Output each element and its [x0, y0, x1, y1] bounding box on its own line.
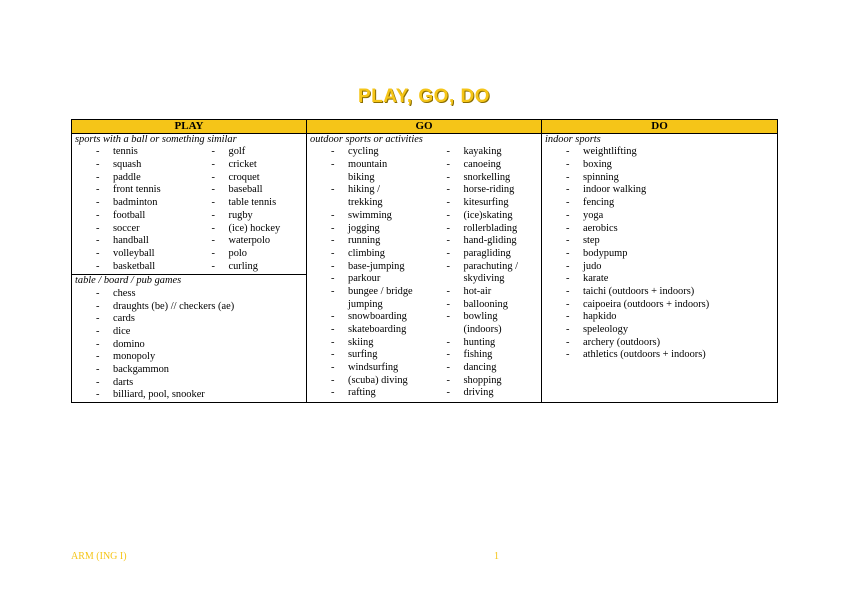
list-item: - table tennis — [191, 197, 307, 210]
list-item: skydiving — [463, 273, 505, 285]
list-item: - kayaking — [426, 146, 542, 159]
list-item: - badminton — [75, 197, 191, 210]
list-item: - jogging — [310, 223, 426, 236]
play-ball-section — [72, 134, 306, 274]
header-row — [72, 120, 778, 134]
list-item: - boxing — [545, 159, 777, 172]
list-item: - billiard, pool, snooker — [75, 389, 306, 402]
page-number: 1 — [494, 551, 499, 562]
list-item: - judo — [545, 261, 777, 274]
list-item: - shopping — [426, 375, 542, 388]
list-item: - hunting — [426, 337, 542, 350]
list-item: - football — [75, 210, 191, 223]
list-item: - basketball — [75, 261, 191, 274]
content-row — [72, 133, 778, 402]
list-item: - indoor walking — [545, 184, 777, 197]
list-item: - fencing — [545, 197, 777, 210]
list-item: - chess — [75, 288, 306, 301]
go-label: outdoor sports or activities — [310, 133, 423, 145]
list-item: - dice — [75, 326, 306, 339]
list-item: - rugby — [191, 210, 307, 223]
list-item: - hapkido — [545, 311, 777, 324]
do-list — [545, 146, 777, 362]
page-title: PLAY, GO, DO — [358, 86, 490, 107]
list-item: - hot-air — [426, 286, 542, 299]
list-item: - bowling — [426, 311, 542, 324]
play-ball-list-1 — [75, 146, 191, 273]
list-item: - spinning — [545, 172, 777, 185]
list-item: - backgammon — [75, 364, 306, 377]
list-item: - cards — [75, 313, 306, 326]
list-item: - dancing — [426, 362, 542, 375]
list-item: - (ice) hockey — [191, 223, 307, 236]
header-do: DO — [542, 120, 778, 134]
list-item: - draughts (be) // checkers (ae) — [75, 301, 306, 314]
list-item: - snorkelling — [426, 172, 542, 185]
list-item: - driving — [426, 387, 542, 400]
list-item: - karate — [545, 273, 777, 286]
list-item: - bodypump — [545, 248, 777, 261]
list-item: trekking — [348, 197, 383, 209]
list-item: - parkour — [310, 273, 426, 286]
list-item: - aerobics — [545, 223, 777, 236]
play-ball-list-2 — [191, 146, 307, 273]
list-item: - base-jumping — [310, 261, 426, 274]
play-cell — [72, 133, 307, 402]
list-item: - waterpolo — [191, 235, 307, 248]
play-games-label: table / board / pub games — [75, 275, 182, 287]
list-item: - taichi (outdoors + indoors) — [545, 286, 777, 299]
header-go: GO — [307, 120, 542, 134]
list-item: - parachuting / — [426, 261, 542, 274]
play-ball-label: sports with a ball or something similar — [75, 133, 237, 145]
list-item: - darts — [75, 377, 306, 390]
play-games-section — [72, 274, 306, 402]
list-item: - windsurfing — [310, 362, 426, 375]
go-list-2 — [426, 146, 542, 400]
list-item: - speleology — [545, 324, 777, 337]
list-item: - monopoly — [75, 351, 306, 364]
list-item: - athletics (outdoors + indoors) — [545, 349, 777, 362]
list-item: - caipoeira (outdoors + indoors) — [545, 299, 777, 312]
list-item: biking — [348, 171, 375, 183]
go-cell — [307, 133, 542, 402]
list-item: (indoors) — [463, 324, 502, 336]
list-item: - skateboarding — [310, 324, 426, 337]
list-item: - archery (outdoors) — [545, 337, 777, 350]
list-item: - curling — [191, 261, 307, 274]
header-play: PLAY — [72, 120, 307, 134]
sports-table — [71, 119, 778, 403]
list-item: - polo — [191, 248, 307, 261]
list-item: jumping — [348, 298, 383, 310]
list-item: - ballooning — [426, 299, 542, 312]
play-ball-columns — [75, 146, 306, 273]
list-item: - climbing — [310, 248, 426, 261]
list-item: - kitesurfing — [426, 197, 542, 210]
list-item: - front tennis — [75, 184, 191, 197]
list-item: - croquet — [191, 172, 307, 185]
list-item: - swimming — [310, 210, 426, 223]
list-item: - hand-gliding — [426, 235, 542, 248]
list-item: - paragliding — [426, 248, 542, 261]
list-item: - yoga — [545, 210, 777, 223]
list-item: - (ice)skating — [426, 210, 542, 223]
list-item: - rafting — [310, 387, 426, 400]
list-item: - volleyball — [75, 248, 191, 261]
do-label: indoor sports — [545, 133, 601, 145]
list-item: - rollerblading — [426, 223, 542, 236]
list-item: - step — [545, 235, 777, 248]
list-item: - cycling — [310, 146, 426, 159]
list-item: - hiking / — [310, 184, 426, 197]
list-item: - surfing — [310, 349, 426, 362]
list-item: - snowboarding — [310, 311, 426, 324]
do-cell — [542, 133, 778, 402]
list-item: - horse-riding — [426, 184, 542, 197]
list-item: - squash — [75, 159, 191, 172]
list-item: - golf — [191, 146, 307, 159]
list-item: - running — [310, 235, 426, 248]
footer-left: ARM (ING I) — [71, 551, 127, 562]
list-item: - canoeing — [426, 159, 542, 172]
list-item: - fishing — [426, 349, 542, 362]
list-item: - handball — [75, 235, 191, 248]
list-item: - paddle — [75, 172, 191, 185]
play-games-list — [75, 288, 306, 402]
list-item: - soccer — [75, 223, 191, 236]
list-item: - (scuba) diving — [310, 375, 426, 388]
go-list-1 — [310, 146, 426, 400]
list-item: - weightlifting — [545, 146, 777, 159]
list-item: - baseball — [191, 184, 307, 197]
list-item: - bungee / bridge — [310, 286, 426, 299]
go-columns — [310, 146, 541, 400]
list-item: - mountain — [310, 159, 426, 172]
list-item: - tennis — [75, 146, 191, 159]
list-item: - domino — [75, 339, 306, 352]
list-item: - cricket — [191, 159, 307, 172]
list-item: - skiing — [310, 337, 426, 350]
